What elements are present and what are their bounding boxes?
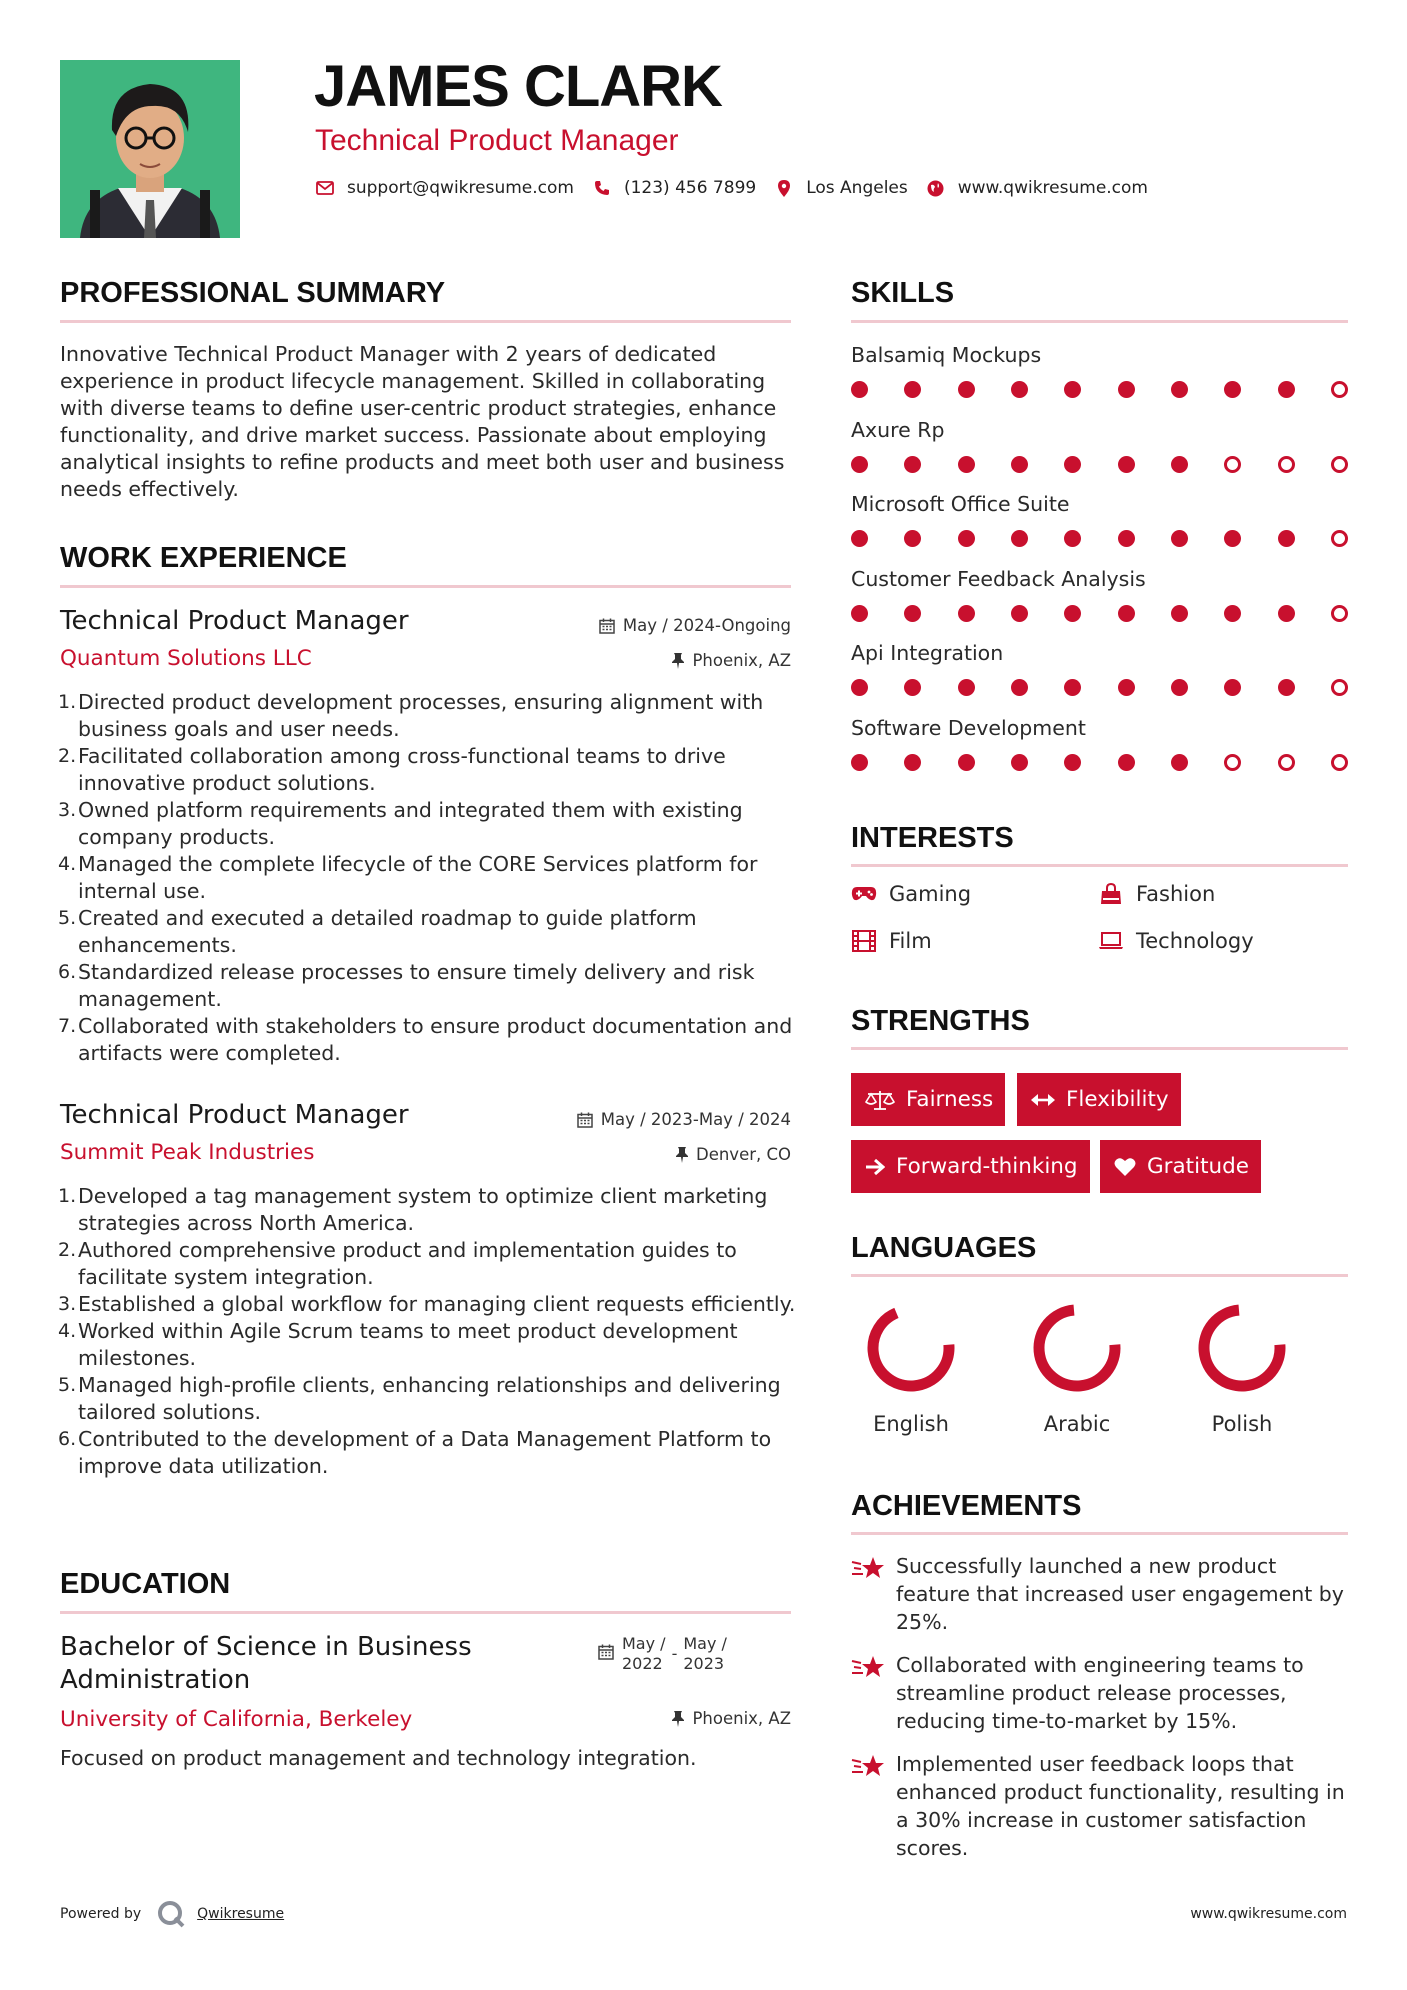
education-end: May / 2023 <box>683 1634 727 1673</box>
strength-chip-gratitude <box>1100 1140 1261 1193</box>
rating-dot-filled <box>904 605 921 622</box>
list-item: 1. Developed a tag management system to optimize client marketing strategies across North America. <box>58 1184 768 1235</box>
rating-dot-filled <box>1118 754 1135 771</box>
rating-dot-filled <box>851 754 868 771</box>
language-item <box>1002 1300 1152 1436</box>
summary-divider <box>60 320 791 323</box>
achievement-text: Implemented user feedback loops that enhanced product functionality, resulting in a 30% increase in customer satisfaction scores. <box>896 1752 1345 1860</box>
job-company: Summit Peak Industries <box>60 1140 315 1165</box>
summary-heading: PROFESSIONAL SUMMARY <box>60 277 446 309</box>
skill-rating <box>851 605 1348 622</box>
achievements-heading: ACHIEVEMENTS <box>851 1490 1082 1522</box>
experience-heading: WORK EXPERIENCE <box>60 542 347 574</box>
interest-item-film <box>851 929 932 953</box>
pushpin-icon <box>672 1711 684 1727</box>
job-dates <box>599 616 791 635</box>
achievement-text: Successfully launched a new product feature that increased user engagement by 25%. <box>896 1554 1344 1634</box>
candidate-title: Technical Product Manager <box>315 124 679 157</box>
rating-dot-filled <box>1224 605 1241 622</box>
degree-line-2: Administration <box>60 1665 251 1695</box>
education-description: Focused on product management and technology integration. <box>60 1746 697 1770</box>
achievement-item <box>851 1750 1351 1862</box>
map-pin-icon <box>774 178 794 198</box>
rating-dot-filled <box>1011 456 1028 473</box>
contact-email[interactable] <box>315 178 574 198</box>
footer-powered-by <box>60 1900 284 1928</box>
rating-dot-filled <box>851 530 868 547</box>
list-item: 7. Collaborated with stakeholders to ensure product documentation and artifacts were completed. <box>58 1014 793 1065</box>
balance-scale-icon <box>865 1089 895 1111</box>
qwikresume-link[interactable]: Qwikresume <box>197 1906 285 1922</box>
rating-dot-filled <box>958 381 975 398</box>
rating-dot-filled <box>1118 456 1135 473</box>
rating-dot-filled <box>904 679 921 696</box>
rating-dot-empty <box>1331 679 1348 696</box>
job-dates-text: May / 2024-Ongoing <box>622 616 791 635</box>
list-item: 4. Worked within Agile Scrum teams to meet product development milestones. <box>58 1319 738 1370</box>
calendar-icon <box>598 1644 614 1660</box>
language-proficiency-ring <box>1194 1300 1290 1396</box>
calendar-icon <box>599 618 615 634</box>
globe-icon <box>926 178 946 198</box>
film-icon <box>851 930 877 952</box>
education-heading: EDUCATION <box>60 1568 231 1600</box>
rating-dot-filled <box>1171 605 1188 622</box>
location-text: Los Angeles <box>806 178 908 198</box>
shooting-star-icon <box>851 1651 885 1735</box>
rating-dot-filled <box>1118 530 1135 547</box>
job-company: Quantum Solutions LLC <box>60 646 312 671</box>
interest-label: Fashion <box>1136 882 1216 906</box>
pushpin-icon <box>676 1147 688 1163</box>
pushpin-icon <box>672 653 684 669</box>
strength-chip-forward-thinking <box>851 1140 1090 1193</box>
list-item: 3. Established a global workflow for managing client requests efficiently. <box>58 1292 796 1316</box>
rating-dot-empty <box>1331 605 1348 622</box>
envelope-icon <box>315 178 335 198</box>
rating-dot-filled <box>1224 530 1241 547</box>
language-name: Arabic <box>1043 1412 1111 1436</box>
list-item: 1. Directed product development processes, ensuring alignment with business goals and user needs. <box>58 690 764 741</box>
skill-rating <box>851 456 1348 473</box>
rating-dot-filled <box>904 381 921 398</box>
interests-divider <box>851 864 1348 867</box>
strengths-heading: STRENGTHS <box>851 1005 1030 1037</box>
achievements-divider <box>851 1532 1348 1535</box>
rating-dot-empty <box>1224 754 1241 771</box>
rating-dot-filled <box>1064 530 1081 547</box>
job-location-text: Phoenix, AZ <box>692 651 791 670</box>
job-location <box>672 651 791 670</box>
job-dates-text: May / 2023-May / 2024 <box>600 1110 791 1129</box>
rating-dot-filled <box>1011 381 1028 398</box>
list-item: 2. Authored comprehensive product and implementation guides to facilitate system integration. <box>58 1238 737 1289</box>
skills-divider <box>851 320 1348 323</box>
job-location <box>676 1145 791 1164</box>
rating-dot-filled <box>1171 381 1188 398</box>
phone-icon <box>592 178 612 198</box>
language-name: English <box>873 1412 949 1436</box>
rating-dot-filled <box>1011 530 1028 547</box>
contact-bar <box>315 178 1166 198</box>
strength-chip-fairness <box>851 1073 1005 1126</box>
education-location <box>672 1709 791 1728</box>
rating-dot-filled <box>958 456 975 473</box>
rating-dot-filled <box>958 679 975 696</box>
rating-dot-empty <box>1278 754 1295 771</box>
achievement-item <box>851 1651 1351 1735</box>
strength-label: Fairness <box>906 1087 994 1112</box>
summary-text: Innovative Technical Product Manager with 2 years of dedicated experience in product lifecycle management. Skilled in collaborating with diverse teams to define user-centric product strategies, enhance functionality, and drive market success. Passionate about employing analytical insights to refine products and meet both user and business needs effectively. <box>60 342 785 501</box>
skill-rating <box>851 530 1348 547</box>
rating-dot-empty <box>1331 754 1348 771</box>
shopping-bag-icon <box>1098 883 1124 905</box>
website-text: www.qwikresume.com <box>957 178 1148 198</box>
languages-heading: LANGUAGES <box>851 1232 1037 1264</box>
skill-name: Microsoft Office Suite <box>851 492 1070 517</box>
rating-dot-filled <box>851 456 868 473</box>
education-location-text: Phoenix, AZ <box>692 1709 791 1728</box>
interest-item-technology <box>1098 929 1254 953</box>
experience-divider <box>60 585 791 588</box>
list-item: 5. Managed high-profile clients, enhancing relationships and delivering tailored solutions. <box>58 1373 781 1424</box>
skill-rating <box>851 754 1348 771</box>
interest-label: Gaming <box>889 882 972 906</box>
rating-dot-filled <box>1118 679 1135 696</box>
job-bullets <box>60 689 800 1067</box>
rating-dot-filled <box>904 530 921 547</box>
skill-name: Api Integration <box>851 641 1004 666</box>
rating-dot-empty <box>1331 381 1348 398</box>
job-title: Technical Product Manager <box>60 606 409 636</box>
strength-label: Forward-thinking <box>896 1154 1078 1179</box>
rating-dot-filled <box>1224 381 1241 398</box>
rating-dot-filled <box>904 456 921 473</box>
rating-dot-filled <box>1171 456 1188 473</box>
languages-divider <box>851 1274 1348 1277</box>
skill-rating <box>851 381 1348 398</box>
interest-label: Technology <box>1136 929 1254 953</box>
skill-name: Balsamiq Mockups <box>851 343 1042 367</box>
rating-dot-filled <box>1064 605 1081 622</box>
language-name: Polish <box>1211 1412 1273 1436</box>
rating-dot-empty <box>1224 456 1241 473</box>
rating-dot-filled <box>1171 679 1188 696</box>
rating-dot-filled <box>1278 605 1295 622</box>
rating-dot-filled <box>1064 679 1081 696</box>
calendar-icon <box>577 1112 593 1128</box>
rating-dot-filled <box>1278 530 1295 547</box>
list-item: 5. Created and executed a detailed roadmap to guide platform enhancements. <box>58 906 697 957</box>
job-title: Technical Product Manager <box>60 1100 409 1130</box>
strengths-divider <box>851 1047 1348 1050</box>
rating-dot-filled <box>1064 456 1081 473</box>
strength-label: Flexibility <box>1066 1087 1169 1112</box>
contact-website[interactable] <box>926 178 1148 198</box>
rating-dot-empty <box>1331 530 1348 547</box>
rating-dot-filled <box>958 754 975 771</box>
interest-item-gaming <box>851 882 971 906</box>
rating-dot-filled <box>1171 530 1188 547</box>
job-location-text: Denver, CO <box>695 1145 791 1164</box>
shooting-star-icon <box>851 1552 885 1636</box>
rating-dot-filled <box>1011 679 1028 696</box>
skill-name: Customer Feedback Analysis <box>851 566 1146 591</box>
interest-item-fashion <box>1098 882 1215 906</box>
footer-url[interactable]: www.qwikresume.com <box>1190 1906 1347 1922</box>
rating-dot-filled <box>1064 381 1081 398</box>
arrows-horizontal-icon <box>1031 1093 1055 1107</box>
laptop-icon <box>1098 930 1124 952</box>
rating-dot-filled <box>1011 605 1028 622</box>
skills-heading: SKILLS <box>851 277 955 309</box>
list-item: 6. Contributed to the development of a Data Management Platform to improve data utilization. <box>58 1427 772 1478</box>
proficiency-arc <box>1201 1307 1283 1389</box>
school-name: University of California, Berkeley <box>60 1707 413 1732</box>
education-divider <box>60 1611 791 1614</box>
achievement-item <box>851 1552 1351 1636</box>
proficiency-arc <box>870 1307 952 1389</box>
list-item: 4. Managed the complete lifecycle of the CORE Services platform for internal use. <box>58 852 758 903</box>
contact-phone[interactable] <box>592 178 756 198</box>
language-item <box>836 1300 986 1436</box>
proficiency-arc <box>1036 1307 1118 1389</box>
achievement-text: Collaborated with engineering teams to streamline product release processes, reducing time-to-market by 15%. <box>896 1653 1304 1733</box>
phone-text: (123) 456 7899 <box>623 178 757 198</box>
rating-dot-filled <box>958 530 975 547</box>
rating-dot-filled <box>904 754 921 771</box>
rating-dot-filled <box>958 605 975 622</box>
rating-dot-empty <box>1278 456 1295 473</box>
email-text: support@qwikresume.com <box>347 178 574 198</box>
rating-dot-filled <box>1278 679 1295 696</box>
heart-icon <box>1114 1157 1136 1177</box>
language-proficiency-ring <box>1029 1300 1125 1396</box>
rating-dot-filled <box>851 381 868 398</box>
gamepad-icon <box>851 883 877 905</box>
candidate-name: JAMES CLARK <box>314 54 722 119</box>
rating-dot-filled <box>1118 605 1135 622</box>
profile-photo <box>60 60 240 238</box>
language-proficiency-ring <box>863 1300 959 1396</box>
rating-dot-filled <box>1278 381 1295 398</box>
list-item: 6. Standardized release processes to ensure timely delivery and risk management. <box>58 960 755 1011</box>
skill-name: Software Development <box>851 716 1086 740</box>
rating-dot-filled <box>1171 754 1188 771</box>
rating-dot-filled <box>851 605 868 622</box>
rating-dot-filled <box>1224 679 1241 696</box>
language-item <box>1167 1300 1317 1436</box>
arrow-right-icon <box>865 1158 885 1176</box>
skill-name: Axure Rp <box>851 417 945 442</box>
rating-dot-empty <box>1331 456 1348 473</box>
job-bullets <box>60 1183 800 1480</box>
powered-by-label: Powered by <box>60 1906 142 1922</box>
education-start: May / 2022 <box>622 1634 666 1673</box>
shooting-star-icon <box>851 1750 885 1862</box>
rating-dot-filled <box>851 679 868 696</box>
job-dates <box>577 1110 791 1129</box>
degree-line-1: Bachelor of Science in Business <box>60 1632 472 1662</box>
skill-rating <box>851 679 1348 696</box>
qwikresume-logo-icon <box>157 1900 185 1928</box>
rating-dot-filled <box>1118 381 1135 398</box>
rating-dot-filled <box>1011 754 1028 771</box>
education-dates: May / 2022 - May / 2023 <box>598 1634 727 1674</box>
contact-location <box>774 178 908 198</box>
list-item: 2. Facilitated collaboration among cross-functional teams to drive innovative product solutions. <box>58 744 726 795</box>
list-item: 3. Owned platform requirements and integrated them with existing company products. <box>58 798 743 849</box>
rating-dot-filled <box>1064 754 1081 771</box>
interests-heading: INTERESTS <box>851 822 1014 854</box>
strength-chip-flexibility <box>1017 1073 1181 1126</box>
interest-label: Film <box>889 929 932 953</box>
strength-label: Gratitude <box>1147 1154 1250 1179</box>
